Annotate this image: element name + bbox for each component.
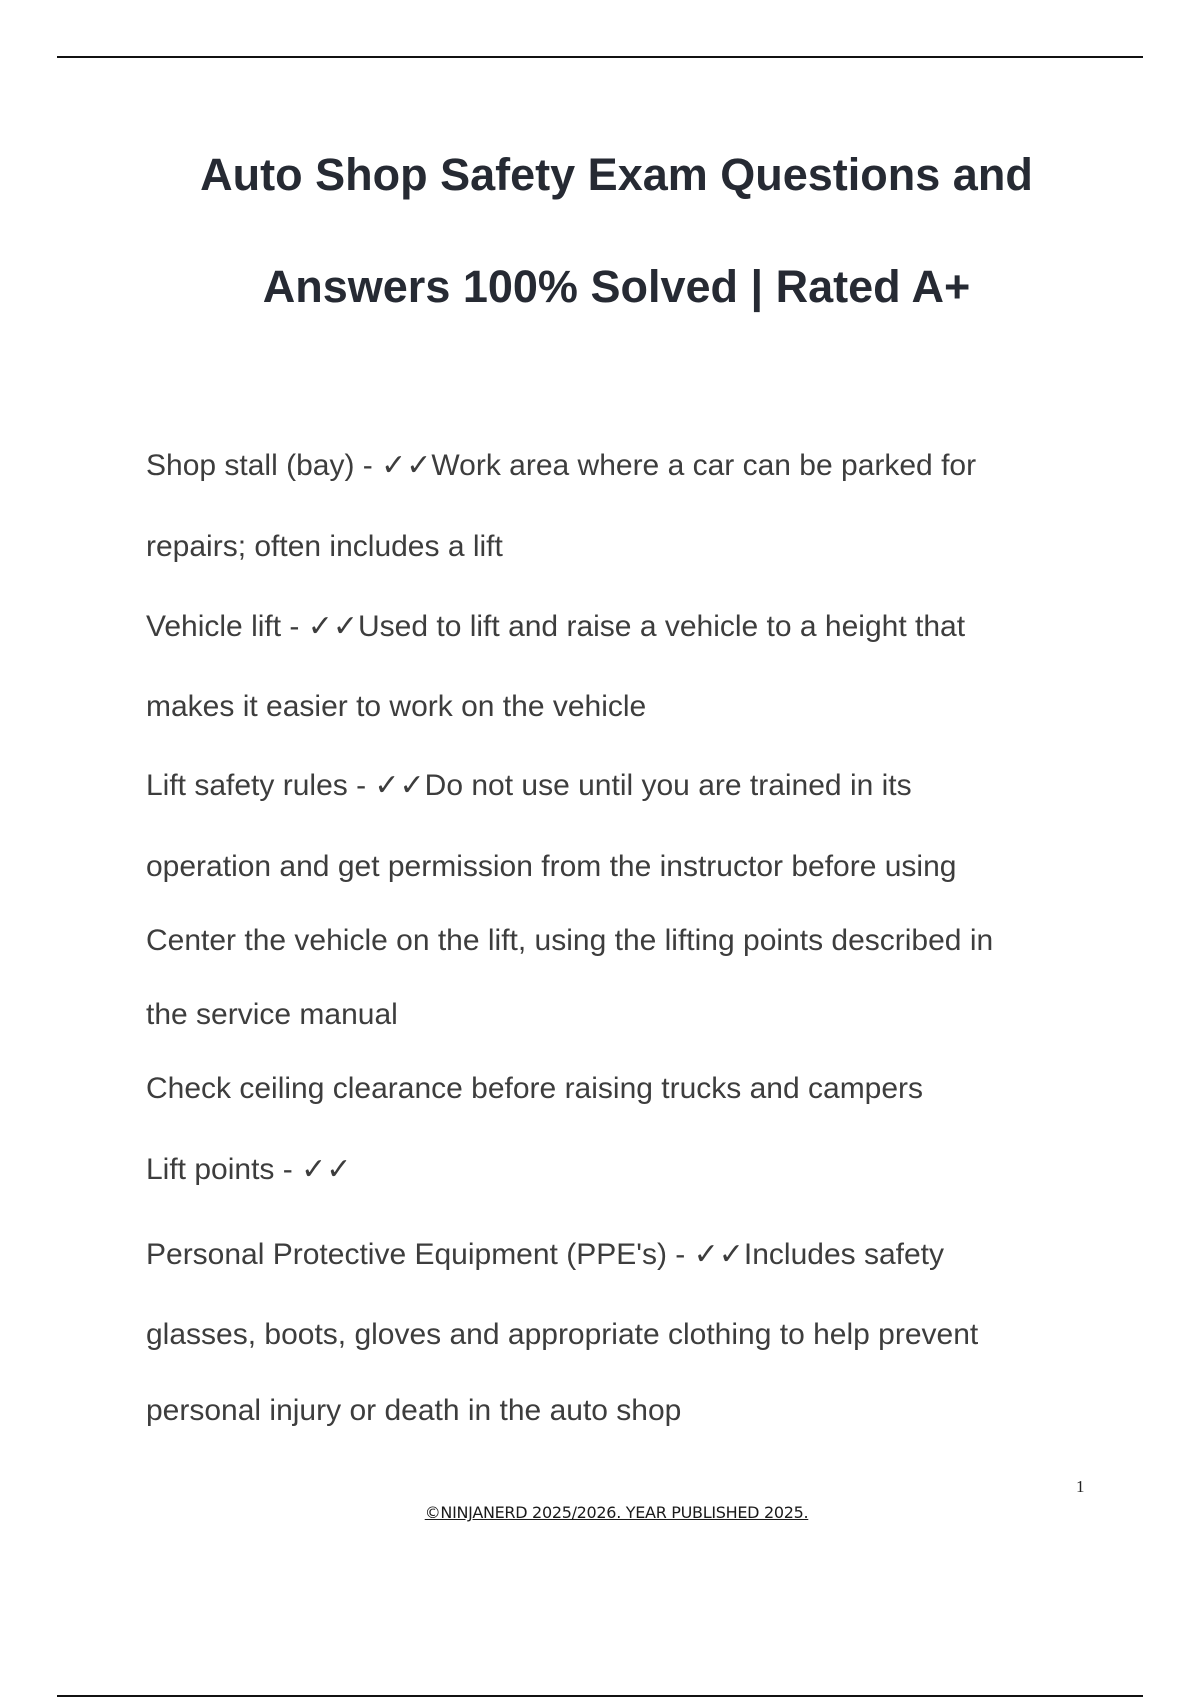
title-line-1: Auto Shop Safety Exam Questions and	[200, 149, 1033, 200]
title-line-2: Answers 100% Solved | Rated A+	[262, 261, 971, 312]
bottom-rule	[57, 1695, 1143, 1697]
body-line: Vehicle lift - ✓✓Used to lift and raise a vehicle to a height that	[146, 610, 966, 643]
body-line: makes it easier to work on the vehicle	[146, 690, 647, 723]
top-rule	[57, 56, 1143, 58]
body-line: Shop stall (bay) - ✓✓Work area where a car can be parked for	[146, 449, 977, 482]
page-number: 1	[1076, 1477, 1085, 1496]
body-line: Lift safety rules - ✓✓Do not use until you are trained in its	[146, 769, 912, 802]
body-line: repairs; often includes a lift	[146, 530, 503, 563]
body-line: Personal Protective Equipment (PPE's) - ✓✓Includes safety	[146, 1238, 945, 1271]
body-line: operation and get permission from the instructor before using	[146, 850, 957, 883]
body-line: personal injury or death in the auto shop	[146, 1394, 682, 1427]
body-line: Center the vehicle on the lift, using the lifting points described in	[146, 924, 994, 957]
body-line: Check ceiling clearance before raising trucks and campers	[146, 1072, 924, 1105]
body-line: glasses, boots, gloves and appropriate clothing to help prevent	[146, 1318, 979, 1351]
body-line: Lift points - ✓✓	[146, 1153, 352, 1186]
body-line: the service manual	[146, 998, 398, 1031]
copyright-footer: ©NINJANERD 2025/2026. YEAR PUBLISHED 2025.	[424, 1503, 809, 1522]
